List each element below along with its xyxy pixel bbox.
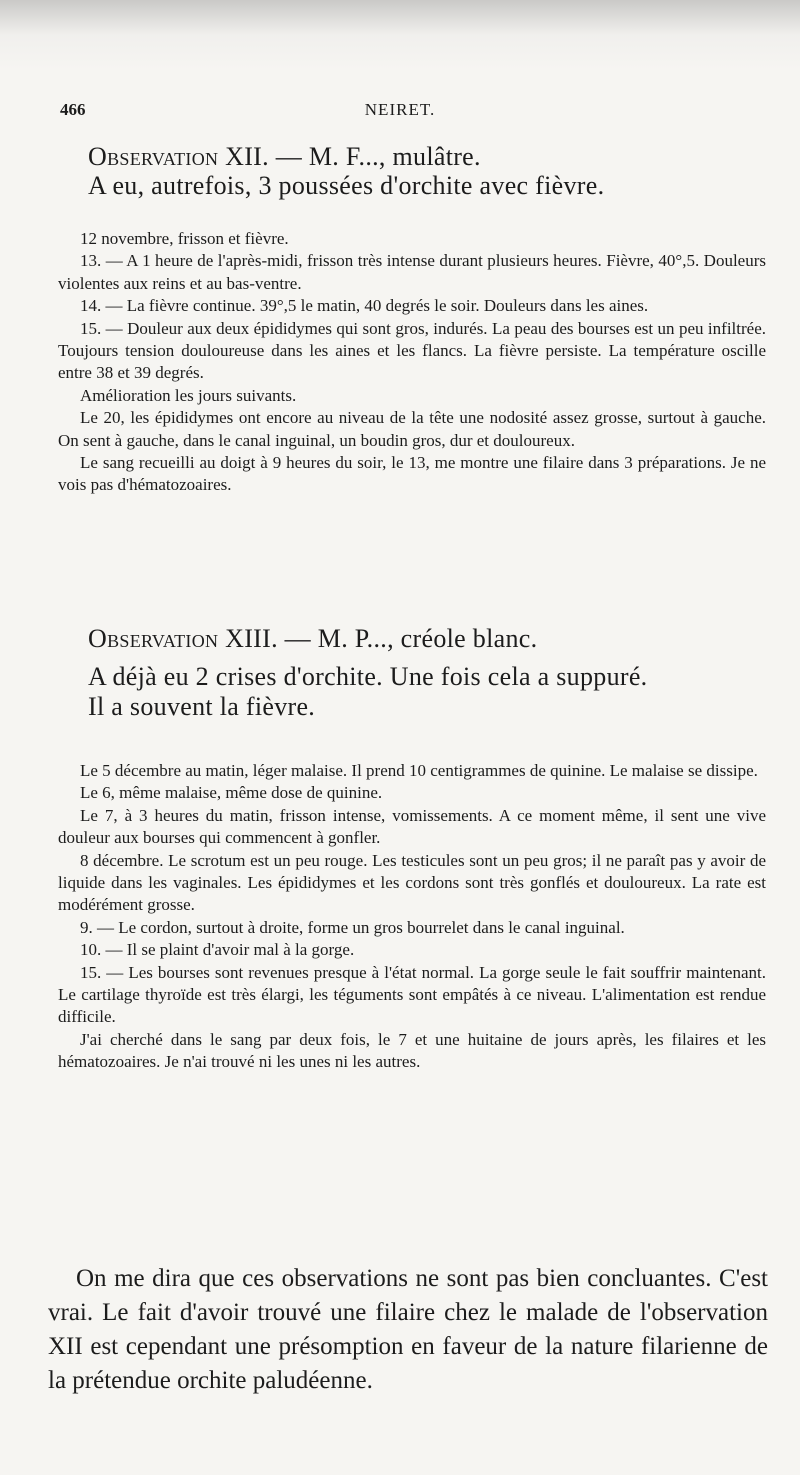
page-number: 466 bbox=[60, 100, 86, 119]
running-head bbox=[60, 100, 740, 124]
observation-13-subtitle-line-1: A déjà eu 2 crises d'orchite. Une fois cela a suppuré. bbox=[88, 662, 648, 691]
paragraph: 13. — A 1 heure de l'après-midi, frisson très intense durant plusieurs heures. Fièvre, 40°,5. Douleurs violentes aux reins et au bas-ventre. bbox=[58, 251, 766, 293]
paragraph: 15. — Les bourses sont revenues presque à l'état normal. La gorge seule le fait souffrir maintenant. Le cartilage thyroïde est très élargi, les téguments sont empâtés à ce niveau. L'alimentation est rendue difficile. bbox=[58, 962, 766, 1027]
page-edge-shadow bbox=[0, 0, 800, 70]
paragraph: Le 5 décembre au matin, léger malaise. Il prend 10 centigrammes de quinine. Le malaise se dissipe. bbox=[80, 761, 758, 780]
running-author: NEIRET. bbox=[364, 100, 436, 119]
paragraph: Le 6, même malaise, même dose de quinine. bbox=[80, 783, 383, 803]
paragraph: Le sang recueilli au doigt à 9 heures du soir, le 13, me montre une filaire dans 3 préparations. Je ne vois pas d'hématozoaires. bbox=[58, 453, 766, 495]
paragraph: 12 novembre, frisson et fièvre. bbox=[80, 229, 289, 248]
observation-12-title-rest: XII. — M. F..., mulâtre. bbox=[218, 142, 481, 171]
observation-12-body bbox=[58, 228, 766, 497]
observation-13-subtitle-line-2: Il a souvent la fièvre. bbox=[88, 692, 316, 721]
observation-13-body bbox=[58, 760, 766, 1074]
conclusion-paragraph: On me dira que ces observations ne sont pas bien concluantes. C'est vrai. Le fait d'avoir trouvé une filaire chez le malade de l'observation XII est cependant une présomption en faveur de la nature filarienne de la prétendue orchite paludéenne. bbox=[48, 1265, 768, 1394]
paragraph: 8 décembre. Le scrotum est un peu rouge. Les testicules sont un peu gros; il ne paraît pas y avoir de liquide dans les vaginales. Les épididymes et les cordons sont très gonflés et douloureux. La rate est modérément grosse. bbox=[58, 850, 766, 915]
observation-13-title-prefix: Observation bbox=[88, 624, 219, 653]
paragraph: 9. — Le cordon, surtout à droite, forme un gros bourrelet dans le canal inguinal. bbox=[80, 917, 625, 937]
observation-13-title-rest: XIII. — M. P..., créole blanc. bbox=[218, 624, 538, 653]
observation-13-title bbox=[88, 622, 768, 656]
paragraph: 10. — Il se plaint d'avoir mal à la gorge. bbox=[80, 940, 355, 960]
conclusion bbox=[48, 1262, 768, 1398]
paragraph: 15. — Douleur aux deux épididymes qui sont gros, indurés. La peau des bourses est un peu infiltrée. Toujours tension douloureuse dans les aines et les flancs. La fièvre persiste. La température oscille entre 38 et 39 degrés. bbox=[58, 318, 766, 383]
paragraph: Amélioration les jours suivants. bbox=[80, 385, 297, 405]
paragraph: Le 7, à 3 heures du matin, frisson intense, vomissements. A ce moment même, il sent une vive douleur aux bourses qui commencent à gonfler. bbox=[58, 805, 766, 848]
paragraph: 14. — La fièvre continue. 39°,5 le matin, 40 degrés le soir. Douleurs dans les aines. bbox=[80, 296, 649, 316]
paragraph: Le 20, les épididymes ont encore au niveau de la tête une nodosité assez grosse, surtout à gauche. On sent à gauche, dans le canal inguinal, un boudin gros, dur et douloureux. bbox=[58, 408, 766, 450]
paragraph: J'ai cherché dans le sang par deux fois, le 7 et une huitaine de jours après, les filaires et les hématozoaires. Je n'ai trouvé ni les unes ni les autres. bbox=[58, 1029, 766, 1072]
observation-12-subtitle: A eu, autrefois, 3 poussées d'orchite avec fièvre. bbox=[88, 171, 605, 200]
observation-12-title-prefix: Observation bbox=[88, 142, 219, 171]
